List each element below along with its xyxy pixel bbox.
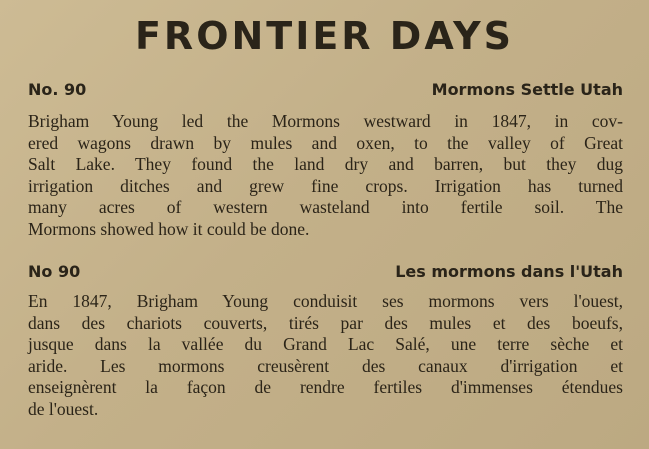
english-line: Brigham Young led the Mormons westward in 1847, in cov- — [28, 111, 623, 131]
french-line: En 1847, Brigham Young conduisit ses mormons vers l'ouest, — [28, 291, 623, 311]
french-line: enseignèrent la façon de rendre fertiles d'immenses étendues — [28, 377, 623, 397]
english-line: irrigation ditches and grew fine crops. Irrigation has turned — [28, 175, 623, 196]
english-line: Mormons showed how it could be done. — [28, 218, 310, 239]
french-subtitle: Les mormons dans l'Utah — [395, 262, 623, 281]
french-line: de l'ouest. — [28, 398, 99, 419]
french-card-number: No 90 — [28, 262, 81, 281]
english-line: Salt Lake. They found the land dry and barren, but they dug — [28, 154, 623, 174]
english-card-number: No. 90 — [28, 80, 87, 99]
card-title: FRONTIER DAYS — [134, 14, 515, 58]
french-description — [28, 291, 623, 420]
french-line: jusque dans la vallée du Grand Lac Salé, une terre sèche et — [28, 334, 623, 354]
english-subtitle: Mormons Settle Utah — [431, 80, 623, 99]
french-line: dans des chariots couverts, tirés par des mules et des boeufs, — [28, 312, 623, 333]
french-line: aride. Les mormons creusèrent des canaux d'irrigation et — [28, 355, 623, 376]
english-line: many acres of western wasteland into fertile soil. The — [28, 197, 623, 217]
english-line: ered wagons drawn by mules and oxen, to the valley of Great — [28, 132, 623, 153]
english-description — [28, 111, 623, 240]
